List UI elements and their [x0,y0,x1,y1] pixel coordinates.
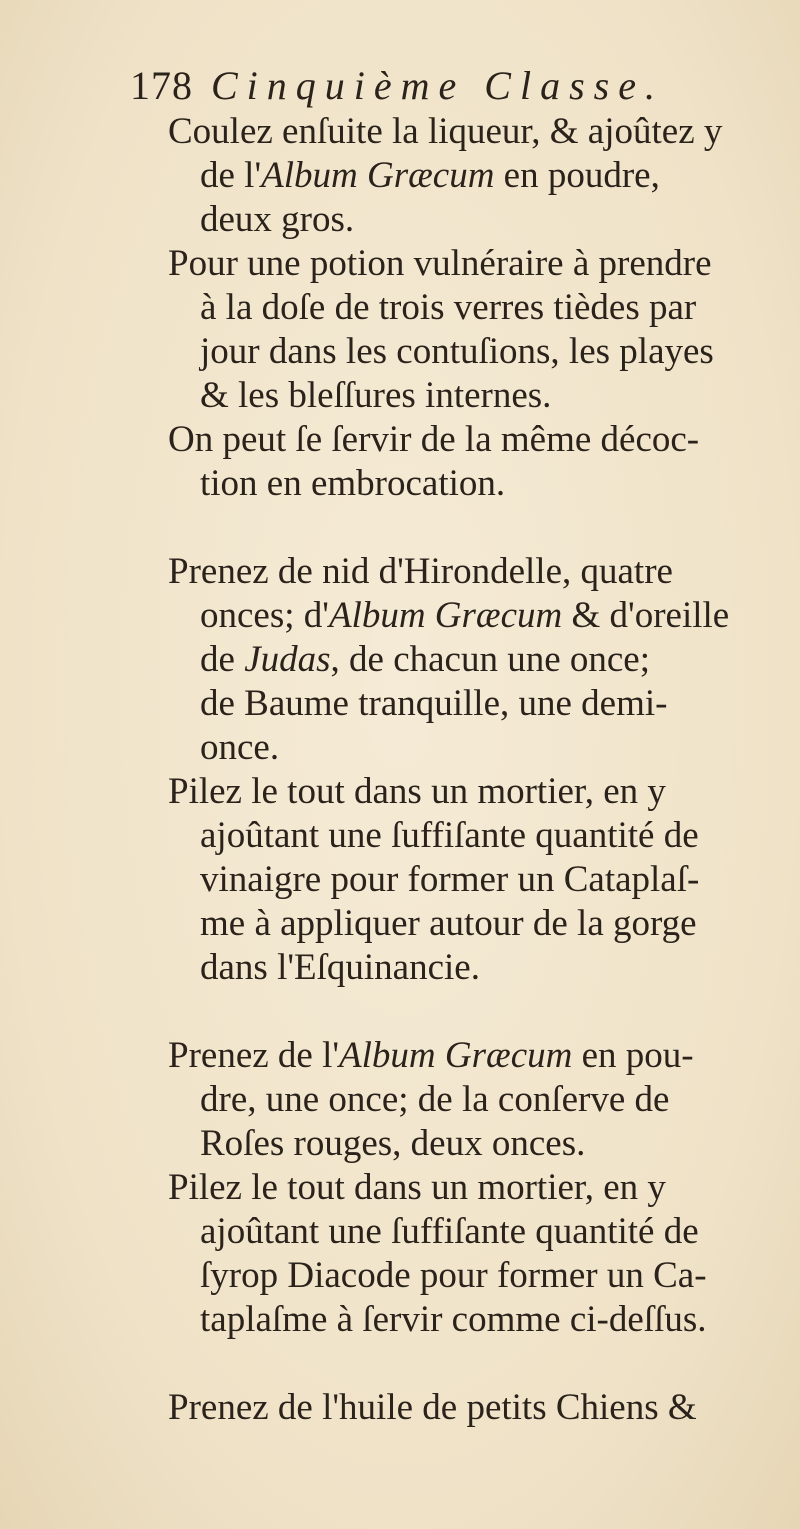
text-line: de Baume tranquille, une demi- [200,683,668,724]
text-line: onces; d'Album Græcum & d'oreille [200,595,730,636]
text-line: vinaigre pour former un Cataplaſ- [200,859,700,900]
text-line: taplaſme à ſervir comme ci-deſſus. [200,1299,707,1340]
text-line: à la doſe de trois verres tièdes par [200,287,697,328]
paragraph [168,550,768,770]
text-line: Pilez le tout dans un mortier, en y [168,1167,666,1208]
text-line: Prenez de l'Album Græcum en pou- [168,1035,694,1076]
text-line: Prenez de l'huile de petits Chiens & [168,1387,697,1428]
paragraph [168,770,768,990]
paragraph [168,1034,768,1166]
text-line: On peut ſe ſervir de la même décoc- [168,419,700,460]
text-line: de l'Album Græcum en poudre, [200,155,660,196]
running-title: Cinquième Classe. [211,63,664,108]
text-line: dre, une once; de la conſerve de [200,1079,670,1120]
body-text [168,110,768,1430]
text-line: Pilez le tout dans un mortier, en y [168,771,666,812]
paragraph [168,1386,768,1430]
page-header [130,62,664,110]
text-line: Prenez de nid d'Hirondelle, quatre [168,551,673,592]
text-line: Pour une potion vulnéraire à prendre [168,243,712,284]
text-line: Roſes rouges, deux onces. [200,1123,586,1164]
text-line: & les bleſſures internes. [200,375,552,416]
text-line: ajoûtant une ſuffiſante quantité de [200,1211,699,1252]
paragraph-gap [168,1342,768,1386]
text-line: deux gros. [200,199,355,240]
paragraph [168,1166,768,1342]
text-line: ſyrop Diacode pour former un Ca- [200,1255,707,1296]
text-line: once. [200,727,280,768]
text-line: Coulez enſuite la liqueur, & ajoûtez y [168,111,723,152]
paragraph [168,418,768,506]
text-line: dans l'Eſquinancie. [200,947,480,988]
text-line: tion en embrocation. [200,463,506,504]
text-line: ajoûtant une ſuffiſante quantité de [200,815,699,856]
text-line: jour dans les contuſions, les playes [200,331,714,372]
page-number: 178 [130,63,193,108]
paragraph [168,242,768,418]
paragraph-gap [168,990,768,1034]
paragraph [168,110,768,242]
text-line: me à appliquer autour de la gorge [200,903,697,944]
paragraph-gap [168,506,768,550]
text-line: de Judas, de chacun une once; [200,639,651,680]
